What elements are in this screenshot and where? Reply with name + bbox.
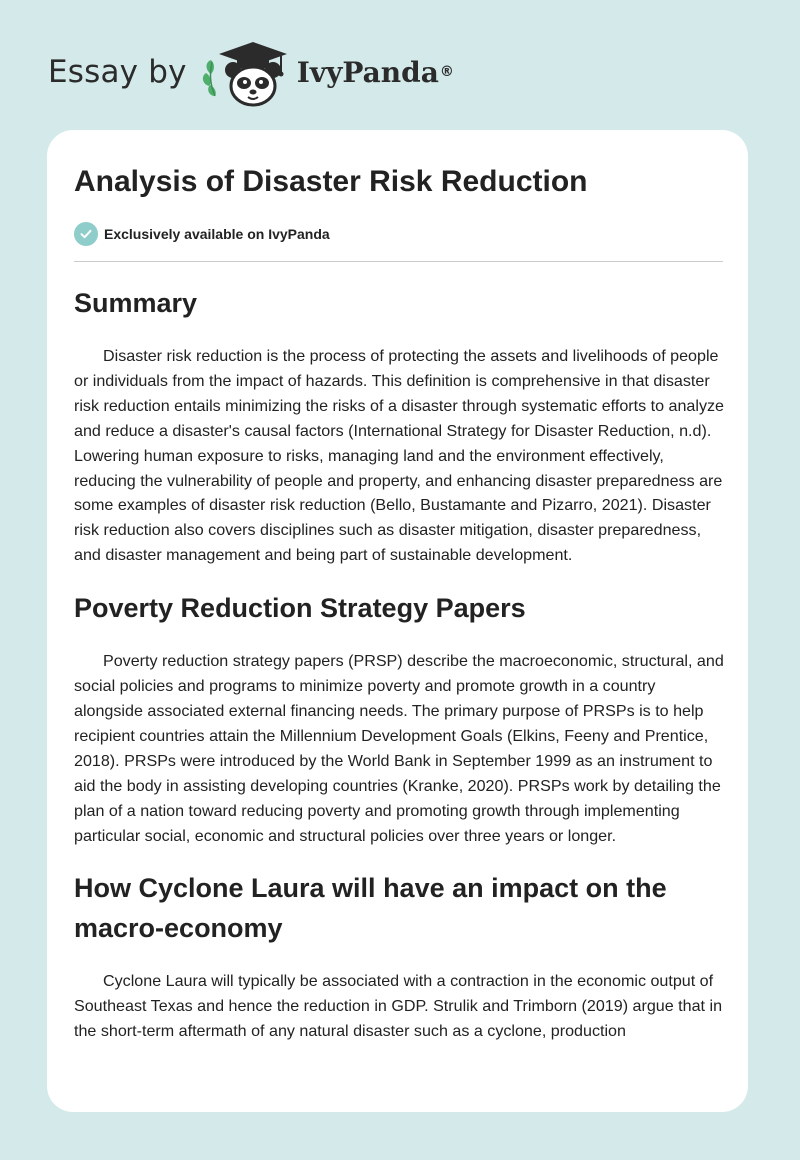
exclusive-badge-label: Exclusively available on IvyPanda — [104, 226, 330, 242]
brand-prefix: Essay by — [48, 54, 187, 90]
section-heading: How Cyclone Laura will have an impact on the macro-economy — [74, 873, 667, 944]
check-icon — [74, 222, 98, 246]
brand-registered-mark: ® — [439, 64, 454, 80]
divider — [74, 261, 723, 262]
section-heading: Poverty Reduction Strategy Papers — [74, 593, 526, 624]
brand-header[interactable] — [48, 36, 454, 108]
section-summary — [74, 283, 724, 568]
section-heading: Summary — [74, 288, 198, 318]
section-paragraph: Poverty reduction strategy papers (PRSP) describe the macroeconomic, structural, and social policies and programs to minimize poverty and promote growth in a country alongside associated external financing needs. The primary purpose of PRSPs is to help recipient countries attain the Millennium Development Goals (Elkins, Feeny and Prentice, 2018). PRSPs were introduced by the World Bank in September 1999 as an instrument to aid the body in assisting developing countries (Kranke, 2020). PRSPs work by detailing the plan of a nation toward reducing poverty and promoting growth through implementing particular social, economic and structural policies over three years or longer. — [74, 652, 724, 845]
panda-graduate-icon — [201, 36, 291, 108]
section-paragraph: Cyclone Laura will typically be associated with a contraction in the economic output of Southeast Texas and hence the reduction in GDP. Strulik and Trimborn (2019) argue that in the short-term aftermath of any natural disaster such as a cyclone, production — [74, 972, 723, 1041]
brand-name: IvyPanda — [296, 55, 439, 89]
exclusive-badge — [74, 222, 330, 246]
essay-content — [74, 275, 724, 1044]
essay-card — [47, 130, 748, 1112]
section-cyclone-laura — [74, 868, 724, 1044]
section-paragraph: Disaster risk reduction is the process of protecting the assets and livelihoods of people or individuals from the impact of hazards. This definition is comprehensive in that disaster risk reduction entails minimizing the risks of a disaster through systematic efforts to analyze and reduce a disaster's causal factors (International Strategy for Disaster Reduction, n.d). Lowering human exposure to risks, managing land and the environment effectively, reducing the vulnerability of people and property, and enhancing disaster preparedness are some examples of disaster risk reduction (Bello, Bustamante and Pizarro, 2021). Disaster risk reduction also covers disciplines such as disaster mitigation, disaster preparedness, and disaster management and being part of sustainable development. — [74, 347, 724, 565]
page-title: Analysis of Disaster Risk Reduction — [74, 165, 588, 198]
section-poverty-reduction — [74, 588, 724, 848]
